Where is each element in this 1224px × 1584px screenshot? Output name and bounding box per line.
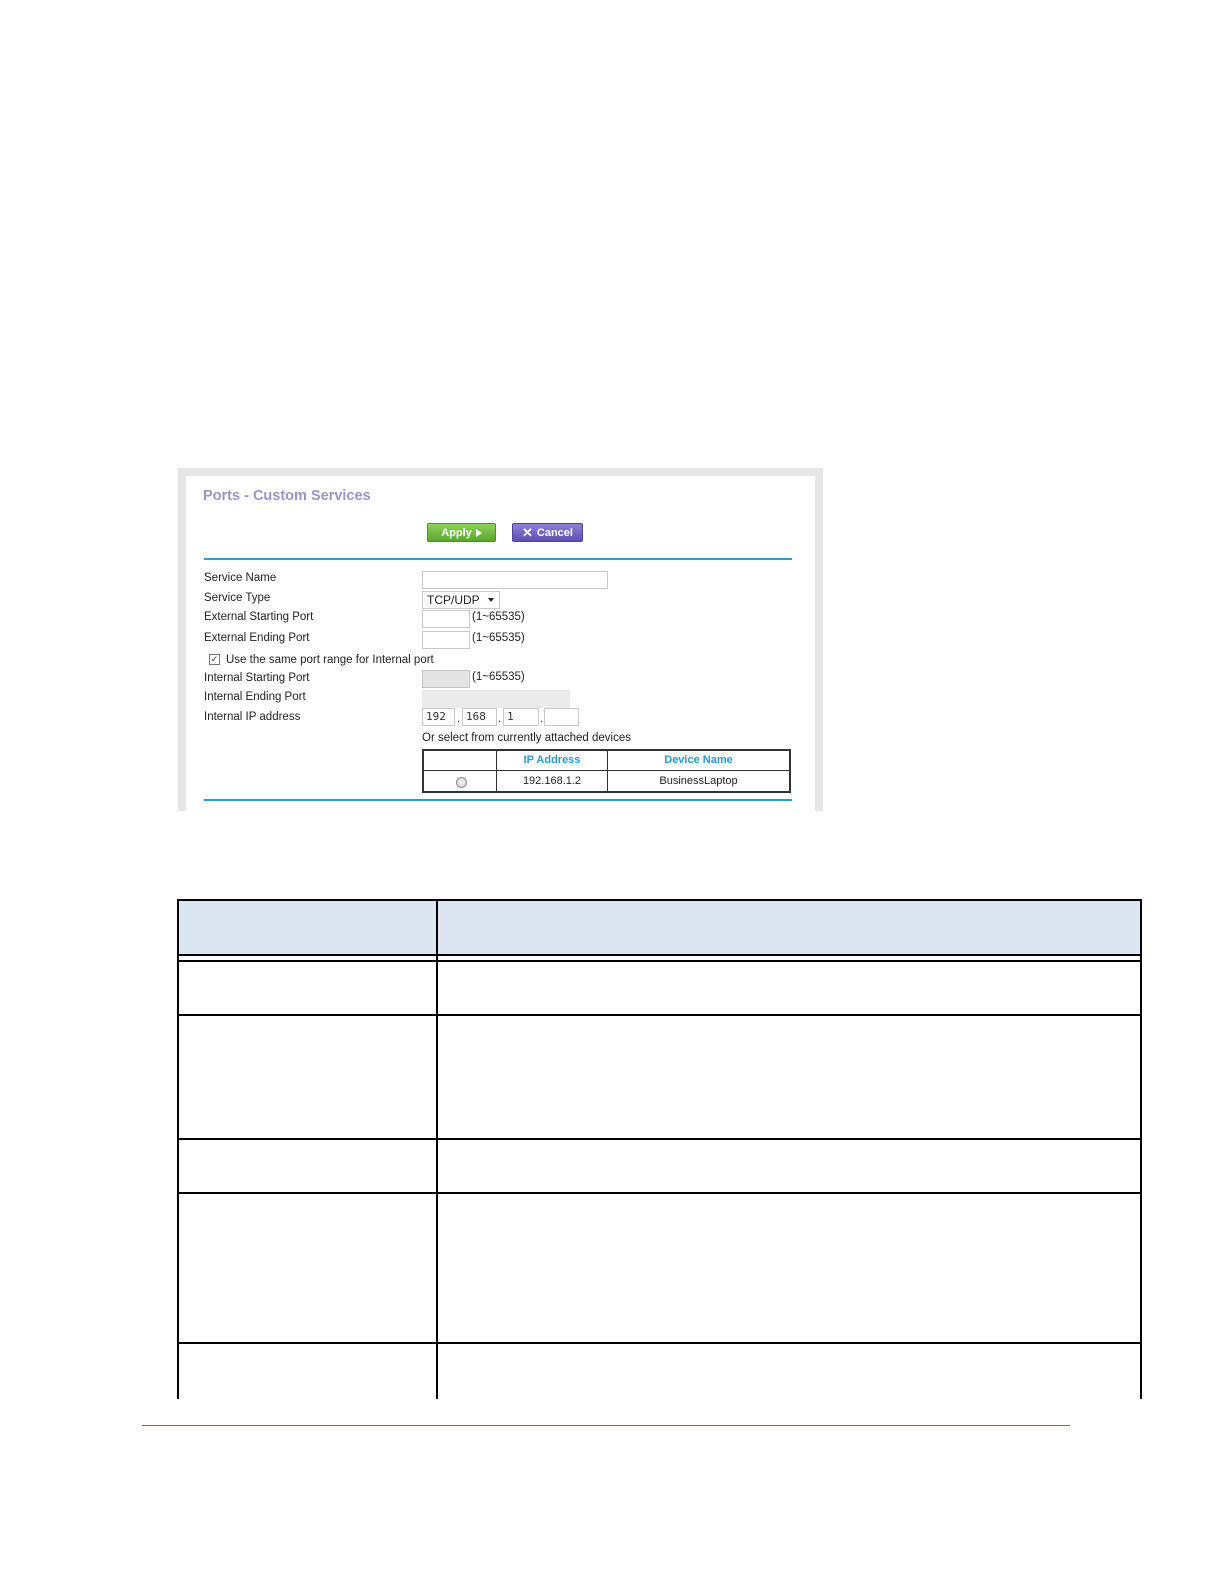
ip-dot: . [540, 713, 544, 725]
internal-starting-port-hint: (1~65535) [472, 671, 525, 683]
row-rule [177, 1138, 1142, 1140]
play-arrow-icon [476, 529, 482, 537]
apply-button-label: Apply [441, 526, 472, 539]
or-select-devices-text: Or select from currently attached devices [422, 732, 631, 744]
bottom-divider [204, 799, 792, 801]
header-rule [177, 960, 1142, 962]
device-ip-cell: 192.168.1.2 [522, 775, 582, 787]
cancel-button-label: Cancel [536, 526, 573, 539]
footer-rule [142, 1425, 1070, 1426]
top-divider [204, 558, 792, 560]
internal-starting-port-input[interactable] [422, 670, 470, 688]
header-rule [177, 954, 1142, 956]
ip-dot: . [498, 713, 502, 725]
device-select-radio[interactable] [456, 777, 467, 788]
settings-description-table [177, 899, 1142, 1399]
external-starting-port-hint: (1~65535) [472, 611, 525, 623]
close-icon: ✕ [522, 525, 533, 540]
service-type-label: Service Type [204, 592, 271, 604]
custom-services-page [186, 476, 815, 811]
ip-octet-1-input[interactable]: 192 [422, 708, 455, 726]
column-divider [436, 899, 438, 1399]
chevron-down-icon [488, 598, 494, 602]
device-name-column-header: Device Name [664, 754, 733, 766]
table-border [177, 899, 1142, 901]
ip-octet-4-input[interactable] [544, 708, 579, 726]
table-border [1140, 899, 1142, 1399]
same-port-range-label: Use the same port range for Internal port [226, 654, 434, 666]
external-starting-port-label: External Starting Port [204, 611, 314, 623]
ip-address-column-header: IP Address [523, 754, 581, 766]
external-ending-port-label: External Ending Port [204, 632, 310, 644]
device-name-cell: BusinessLaptop [659, 775, 738, 787]
ip-dot: . [457, 713, 461, 725]
row-rule [177, 1342, 1142, 1344]
internal-ending-port-field [422, 690, 570, 708]
external-ending-port-hint: (1~65535) [472, 632, 525, 644]
table-header-row [179, 901, 1140, 955]
internal-starting-port-label: Internal Starting Port [204, 672, 310, 684]
ip-octet-3-input[interactable]: 1 [503, 708, 539, 726]
service-type-select[interactable] [422, 591, 500, 609]
cancel-button[interactable] [512, 523, 583, 542]
internal-ip-label: Internal IP address [204, 711, 301, 723]
apply-button[interactable] [427, 523, 496, 542]
table-border [177, 899, 179, 1399]
service-type-value: TCP/UDP [427, 593, 480, 607]
external-ending-port-input[interactable] [422, 631, 470, 649]
row-rule [177, 1192, 1142, 1194]
service-name-input[interactable] [422, 571, 608, 589]
ip-octet-2-input[interactable]: 168 [462, 708, 497, 726]
select-column-header [424, 751, 496, 770]
same-port-range-checkbox[interactable]: ✓ [210, 654, 219, 664]
page-title: Ports - Custom Services [203, 488, 371, 504]
attached-devices-table [422, 749, 791, 793]
screenshot-panel [178, 468, 823, 811]
internal-ending-port-label: Internal Ending Port [204, 691, 306, 703]
service-name-label: Service Name [204, 572, 277, 584]
external-starting-port-input[interactable] [422, 610, 470, 628]
row-rule [177, 1014, 1142, 1016]
